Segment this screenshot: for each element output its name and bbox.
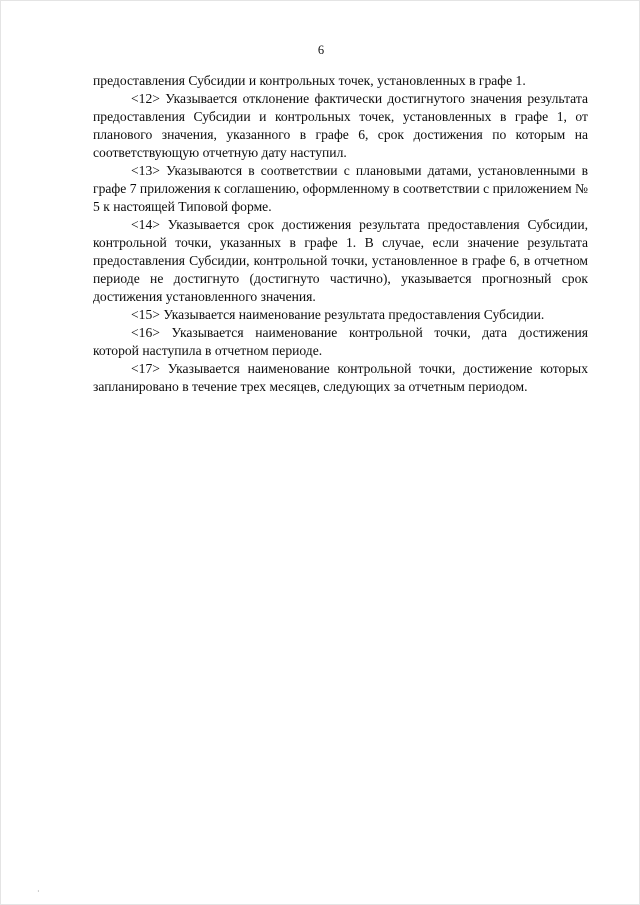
footnote-16: <16> Указывается наименование контрольной точки, дата достижения которой наступила в отчетном периоде. [93,325,588,358]
footnote-17: <17> Указывается наименование контрольной точки, достижение которых запланировано в течение трех месяцев, следующих за отчетным периодом. [93,361,588,394]
paragraph-continuation: предоставления Субсидии и контрольных точек, установленных в графе 1. [93,73,526,88]
footnote-15: <15> Указывается наименование результата предоставления Субсидии. [131,307,545,322]
scan-mark: · [37,887,40,896]
footnotes-text [93,72,588,396]
footnote-13: <13> Указываются в соответствии с плановыми датами, установленными в графе 7 приложения к соглашению, оформленному в соответствии с приложением № 5 к настоящей Типовой форме. [93,163,588,214]
footnote-12: <12> Указывается отклонение фактически достигнутого значения результата предоставления Субсидии и контрольных точек, установленных в графе 1, от планового значения, указанного в графе 6, срок достижения по которым на соответствующую отчетную дату наступил. [93,91,588,160]
page-number: 6 [317,43,325,57]
footnote-14: <14> Указывается срок достижения результата предоставления Субсидии, контрольной точки, указанных в графе 1. В случае, если значение результата предоставления Субсидии, контрольной точки, установленное в графе 6, в отчетном периоде не достигнуто (достигнуто частично), указывается прогнозный срок достижения установленного значения. [93,217,588,304]
